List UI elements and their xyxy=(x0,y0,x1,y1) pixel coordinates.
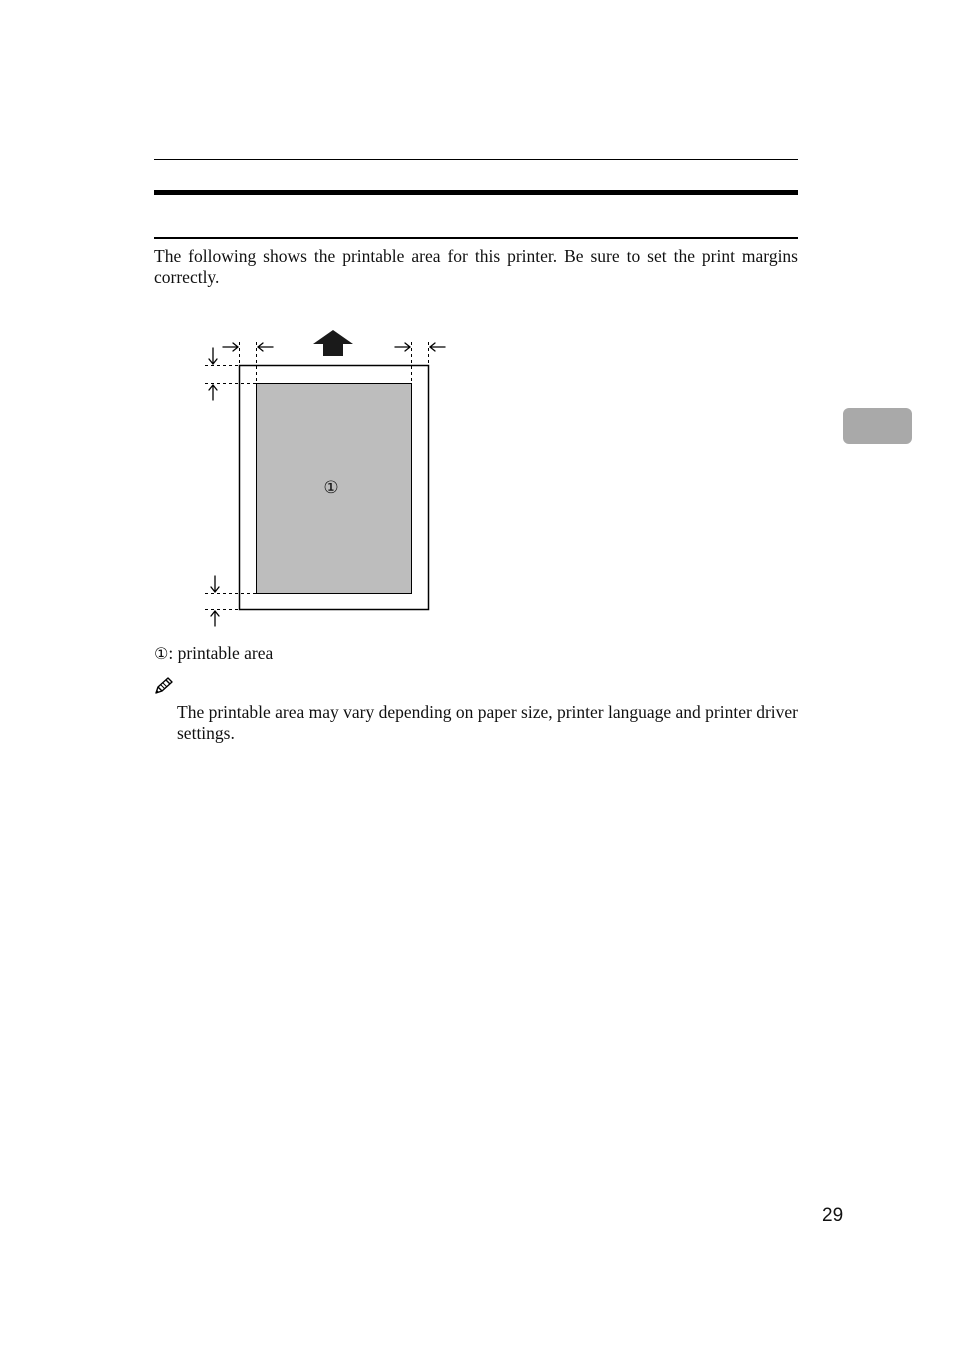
arrow-up-icon xyxy=(211,611,219,626)
printable-area-diagram xyxy=(195,320,455,635)
feed-direction-arrow-icon xyxy=(313,330,353,356)
legend-marker: ① xyxy=(154,644,169,663)
diagram-legend xyxy=(154,643,273,664)
arrow-right-icon xyxy=(395,343,410,351)
heading-rule-bottom xyxy=(154,237,798,239)
page-number: 29 xyxy=(822,1205,844,1226)
arrow-left-icon xyxy=(258,343,273,351)
heading-rule-thick xyxy=(154,190,798,195)
arrow-left-icon xyxy=(430,343,445,351)
note-text: The printable area may vary depending on paper size, printer language and printer driver settings. xyxy=(177,702,798,743)
arrow-down-icon xyxy=(209,348,217,364)
header-rule-top xyxy=(154,159,798,160)
arrow-right-icon xyxy=(223,343,238,351)
chapter-tab xyxy=(843,408,912,444)
legend-label: : printable area xyxy=(168,643,274,663)
arrow-down-icon xyxy=(211,576,219,592)
printable-area-marker: ① xyxy=(323,478,339,498)
intro-paragraph: The following shows the printable area for this printer. Be sure to set the print margins correctly. xyxy=(154,246,798,287)
arrow-up-icon xyxy=(209,385,217,400)
pencil-note-icon xyxy=(153,676,175,696)
